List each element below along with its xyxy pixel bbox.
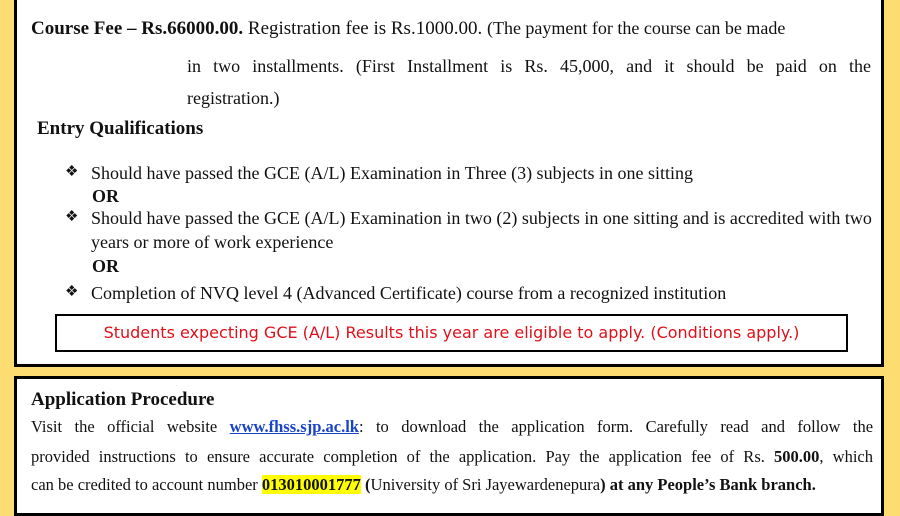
bank-name: University of Sri Jayewardenepura	[370, 475, 601, 494]
entry-qualifications-heading: Entry Qualifications	[37, 118, 204, 139]
application-fee-amount: 500.00	[774, 447, 820, 466]
qualification-text: Should have passed the GCE (A/L) Examination in Three (3) subjects in one sitting	[91, 163, 694, 183]
procedure-text-end: ) at any People’s Bank branch.	[600, 475, 816, 494]
procedure-text: : to download the application form. Carefully read and follow the	[358, 417, 874, 436]
course-fee-line: Course Fee – Rs.66000.00. Registration fee is Rs.1000.00. (The payment for the course can be made	[31, 18, 786, 39]
diamond-bullet-icon: ❖	[65, 284, 79, 300]
eligibility-notice: Students expecting GCE (A/L) Results this year are eligible to apply. (Conditions apply.)	[55, 314, 848, 352]
procedure-line-2	[31, 447, 873, 467]
paren-open: (	[365, 475, 371, 494]
list-item	[65, 161, 881, 185]
procedure-text: provided instructions to ensure accurate completion of the application. Pay the application fee of Rs.	[31, 447, 765, 466]
account-number: 013010001777	[261, 475, 361, 494]
application-procedure-heading: Application Procedure	[31, 389, 215, 410]
procedure-line-1	[31, 417, 873, 437]
list-item	[65, 206, 881, 254]
procedure-text: Visit the official website	[31, 417, 218, 436]
course-fee-label: Course Fee – Rs.66000.00	[31, 18, 239, 39]
or-separator: OR	[92, 186, 119, 206]
payment-note-text: (The payment for the course can be made	[486, 18, 786, 38]
fee-and-entry-panel	[14, 0, 884, 367]
application-procedure-panel	[14, 376, 884, 516]
registration-fee-text: Registration fee is Rs.1000.00.	[247, 18, 483, 39]
website-link[interactable]: www.fhss.sjp.ac.lk	[229, 417, 359, 436]
procedure-line-3	[31, 475, 873, 495]
diamond-bullet-icon: ❖	[65, 164, 79, 180]
or-separator: OR	[92, 256, 119, 276]
procedure-text: can be credited to account number	[31, 475, 258, 494]
list-item	[65, 281, 881, 305]
procedure-text: , which	[819, 447, 874, 466]
diamond-bullet-icon: ❖	[65, 209, 79, 225]
qualification-text: Should have passed the GCE (A/L) Examination in two (2) subjects in one sitting and is accredited with two years or more of work experience	[91, 208, 872, 252]
qualification-text: Completion of NVQ level 4 (Advanced Certificate) course from a recognized institution	[91, 283, 727, 303]
payment-note-end: registration.)	[187, 88, 280, 108]
payment-note-continued: in two installments. (First Installment is Rs. 45,000, and it should be paid on the	[187, 56, 871, 76]
